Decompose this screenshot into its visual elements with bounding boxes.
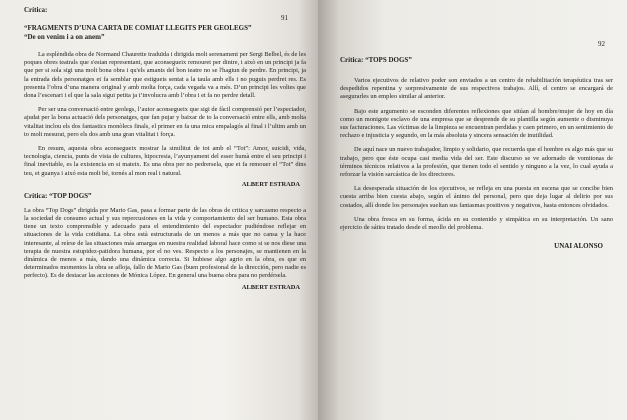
signature-2: ALBERT ESTRADA bbox=[241, 283, 300, 291]
right-page bbox=[318, 0, 627, 420]
review1-paragraph-3: En resum, aquesta obra aconsegueix mostrar la similitut de tot amb el “Tot”: Amor, suicidi, vida, tecnologia, ciencia, punts de vista de cultures, hipocresia, l’ayunyament del esser humà entre el seu principi i final inevitable, es la existencia en si mateix. Es una obra per no pedrersela, que et fa remouer el “Tot” dins teu, et guanya i aixó esta molt bé, tornés al mon real i natural. bbox=[24, 145, 306, 177]
review3-paragraph-1: Varios ejecutivos de relativo poder son enviados a un centro de rehabilitación terapéutica tras ser despedidos repentina y sorpresivamente de sus respectivos trabajos. Allí, el centro se encargará de asegurarles un empleo similar al anterior. bbox=[340, 77, 613, 101]
review3-paragraph-3: De aquí nace un nuevo trabajador, limpio y solidario, que recuerda que el hombre es algo más que su trabajo, pero que éste ocupa casi media vida del ser. Este discurso se ve adornado de vomitonas de términos técnicos relativos a la profesión, que tienen todo el sentido y ninguno a la vez, lo cual ayuda a reforzar la visión sarcástica de los directores. bbox=[340, 146, 613, 179]
page-number-left: 91 bbox=[281, 14, 288, 22]
critica-heading-2: Crítica: “TOP DOGS” bbox=[24, 191, 92, 200]
signature-1: ALBERT ESTRADA bbox=[241, 180, 300, 188]
signature-right: UNAI ALONSO bbox=[554, 242, 603, 251]
review1-paragraph-2: Per ser una conversació entre geolegs, l’autor aconsegueix que sigi de fàcil comprensió per l’espectador, ajudat per la bona actuació dels personatges, que fan pujar y baixar de to la conversació entre ells, amb molta vitalitat inclou els dos fantastics monòlecs finals, el primer en fa una mica empalagós al final i l’ultim amb un to molt mesurat, pero els dos amb una gran vitalitat i força. bbox=[24, 106, 306, 138]
review3-paragraph-4: La desesperada situación de los ejecutivos, se refleja en una puesta en escena que se concibe bien cuesta arriba bien cuesta abajo, según el ánimo del personal, pero que deja lugar al delirio por sus costados, allí donde los personajes sueltan sus fantasmas positivos y negativos, hasta entonces olvidados. bbox=[340, 185, 613, 209]
critica-heading-1: Crítica: bbox=[24, 6, 48, 14]
review3-paragraph-5: Una obra fresca en su forma, ácida en su contenido y simpática en su interpretación. Un sano ejercicio de sátira tratado desde el meollo del problema. bbox=[340, 215, 613, 232]
page-number-right: 92 bbox=[598, 40, 605, 48]
critica-heading-right: Crítica: “TOPS DOGS” bbox=[340, 56, 412, 64]
review-subtitle-1: “De on venim i a on anem” bbox=[24, 32, 105, 41]
review2-paragraph: La obra “Top Dogs” dirigida por Mario Gas, pasa a formar parte de las obras de critica y sarcasmo respecto a la sociedad de consumo actual y sus repercusiones en la vida y comportamiento del ser humano. Esta obra tiene un texto comprensible y adecuado para el entendimiento del espectador pudiéndose reflejar en situaciones de la vida cotidiana. La obra està estructurada de un menos a más que no cansa y la hace interesante, al reírse de las situaciones más amargas en nuestra realidad laboral hace como si se nos diese una terapia de nuestra estupidez-patidora humana, por el no ves. Respecto a los personajes, se mantienen en la dinámica de menos a más, dando una dinámica correcta. Si hubiese algo agrio en la obra, es que en determinados momentos la obra se afloja, fallo de Mario Gas (buen profesional de la dirección, pero nadie es perfecto). Es de destacar las acciones de Mónica López. En general una buena obra para no perdérsela. bbox=[24, 206, 306, 280]
review1-paragraph-1: La esplèndida obra de Normand Chaurette traduïda i dirigida molt serenament per Sergi Belbel, és de les poques obres teatrals que s'estan representant, que aconsegueix remouret per dintre, i això en un principi ja fa que per si sola sigi una molt bona obra i qu'els amants del bon teatre no se l'hagiun de perdre. En principi, ja la entrada dels personatges et fa semblar que estigueis sentat a la taula amb ells i no puguis perdret res. Es presenta l’obra d’una manera original y amb molta força, cada vegada va a més. D’un principi les voltes que dona l’escenari i el que la sala sigui petita ja t’involucra amb l’obra i et fa no perdre detall. bbox=[24, 51, 306, 100]
review3-paragraph-2: Bajo este argumento se esconden diferentes reflexiones que sitúan al hombre/mujer de hoy en día como un monigote esclavo de una empresa que se desprende de su plantilla según aumente o disminuya sus facturaciones. Las víctimas de la limpieza se encuentran perdidas y caen primero, en un sentimiento de rechazo e injusticia y segundo, en la más absoluta y sincera sensación de inutilidad. bbox=[340, 107, 613, 140]
review-title-1: “FRAGMENTS D’UNA CARTA DE COMIAT LLEGITS PER GEOLEGS” bbox=[24, 24, 252, 32]
